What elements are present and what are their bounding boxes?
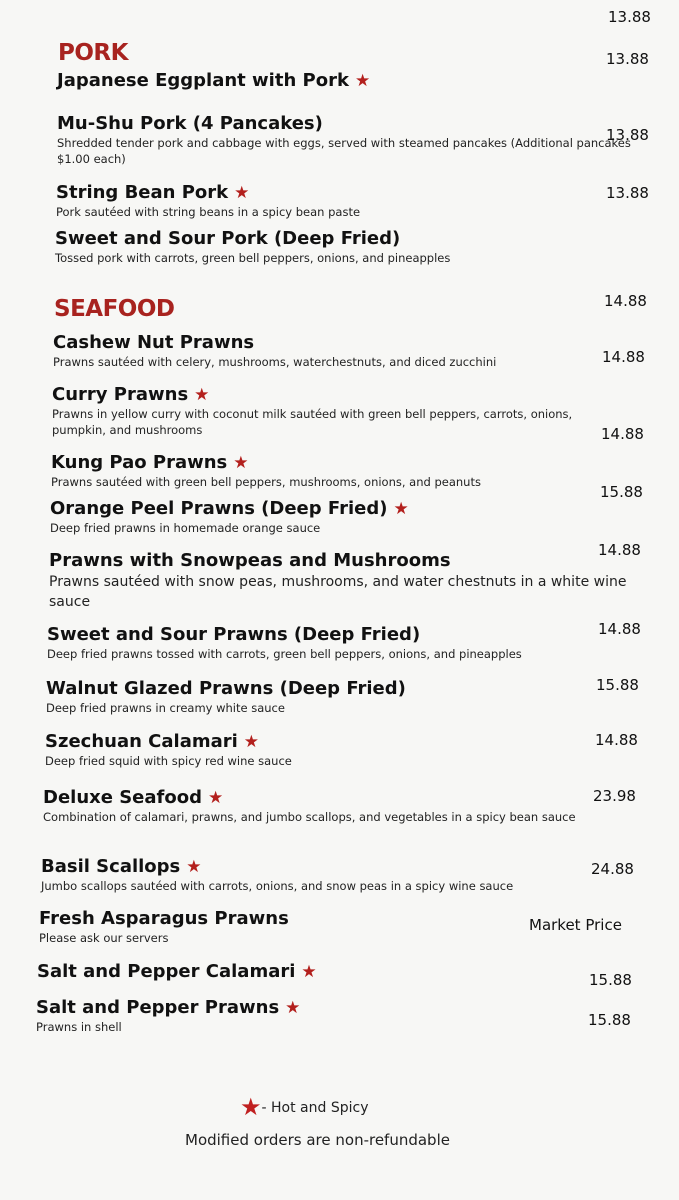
spicy-star-icon: ★ <box>393 499 409 519</box>
item-price: 13.88 <box>606 50 649 68</box>
item-price: 13.88 <box>608 8 651 26</box>
section-title-seafood: SEAFOOD <box>54 296 175 322</box>
item-name: Fresh Asparagus Prawns <box>39 908 289 929</box>
menu-item <box>46 678 646 716</box>
item-name: Walnut Glazed Prawns (Deep Fried) <box>46 678 406 699</box>
item-description: Combination of calamari, prawns, and jumbo scallops, and vegetables in a spicy bean sauce <box>43 810 576 824</box>
spicy-star-icon: ★ <box>354 71 371 91</box>
item-description: Tossed pork with carrots, green bell peppers, onions, and pineapples <box>55 251 451 265</box>
spicy-star-icon: ★ <box>243 732 260 752</box>
menu-item <box>57 70 657 92</box>
item-description: Deep fried prawns tossed with carrots, green bell peppers, onions, and pineapples <box>47 647 522 661</box>
menu-item <box>57 113 637 167</box>
item-price: 14.88 <box>602 348 645 366</box>
menu-item <box>45 731 645 769</box>
item-price: 14.88 <box>604 292 647 310</box>
item-description: Deep fried prawns in creamy white sauce <box>46 701 285 715</box>
menu-item <box>49 550 639 612</box>
item-price: 13.88 <box>606 126 649 144</box>
menu-item <box>53 332 653 370</box>
item-price: 14.88 <box>601 425 644 443</box>
item-price: 23.98 <box>593 787 636 805</box>
menu-item <box>56 182 656 220</box>
spicy-star-icon: ★ <box>240 1093 262 1121</box>
spicy-star-icon: ★ <box>285 998 301 1018</box>
menu-item <box>51 452 651 490</box>
spicy-star-icon: ★ <box>301 962 317 982</box>
item-price: 14.88 <box>598 620 641 638</box>
item-price: 14.88 <box>598 541 641 559</box>
spicy-legend <box>240 1093 368 1121</box>
menu-item <box>41 856 641 894</box>
refund-notice: Modified orders are non-refundable <box>185 1131 450 1149</box>
item-name: Sweet and Sour Pork (Deep Fried) <box>55 228 401 249</box>
item-description: Prawns sautéed with snow peas, mushrooms, and water chestnuts in a white wine sauce <box>49 574 627 610</box>
item-description: Prawns in shell <box>36 1020 122 1034</box>
item-name: Basil Scallops <box>41 856 181 877</box>
item-name: Orange Peel Prawns (Deep Fried) <box>50 498 388 519</box>
item-price: 24.88 <box>591 860 634 878</box>
item-name: Salt and Pepper Prawns <box>36 997 280 1018</box>
spicy-star-icon: ★ <box>233 453 249 473</box>
item-price: 15.88 <box>600 483 643 501</box>
menu-item <box>36 997 636 1035</box>
spicy-star-icon: ★ <box>194 385 210 405</box>
legend-label: - Hot and Spicy <box>261 1100 369 1116</box>
item-name: Curry Prawns <box>52 384 189 405</box>
item-price: 15.88 <box>588 1011 631 1029</box>
menu-item <box>47 624 647 662</box>
spicy-star-icon: ★ <box>234 183 250 203</box>
menu-item <box>50 498 650 536</box>
item-description: Deep fried squid with spicy red wine sauce <box>45 754 292 768</box>
item-name: Mu-Shu Pork (4 Pancakes) <box>57 113 323 134</box>
item-description: Deep fried prawns in homemade orange sauce <box>50 521 321 535</box>
item-description: Shredded tender pork and cabbage with eggs, served with steamed pancakes (Additional pancakes $1.00 each) <box>57 136 631 166</box>
item-name: Japanese Eggplant with Pork <box>57 70 349 91</box>
menu-item <box>43 787 608 825</box>
item-name: Sweet and Sour Prawns (Deep Fried) <box>47 624 421 645</box>
spicy-star-icon: ★ <box>208 788 224 808</box>
item-name: Prawns with Snowpeas and Mushrooms <box>49 550 451 571</box>
item-description: Jumbo scallops sautéed with carrots, onions, and snow peas in a spicy wine sauce <box>41 879 514 893</box>
item-name: Deluxe Seafood <box>43 787 202 808</box>
item-description: Prawns sautéed with green bell peppers, mushrooms, onions, and peanuts <box>51 475 481 489</box>
item-name: Salt and Pepper Calamari <box>37 961 296 982</box>
item-description: Please ask our servers <box>39 931 169 945</box>
item-name: Cashew Nut Prawns <box>53 332 255 353</box>
menu-item <box>37 961 637 983</box>
item-price: 15.88 <box>589 971 632 989</box>
item-description: Pork sautéed with string beans in a spicy bean paste <box>56 205 361 219</box>
spicy-star-icon: ★ <box>186 857 202 877</box>
item-description: Prawns in yellow curry with coconut milk sautéed with green bell peppers, carrots, onions, pumpkin, and mushrooms <box>52 407 573 437</box>
item-price: 14.88 <box>595 731 638 749</box>
section-title-pork: PORK <box>58 40 128 66</box>
item-name: Szechuan Calamari <box>45 731 238 752</box>
item-price: Market Price <box>529 916 622 934</box>
item-name: String Bean Pork <box>56 182 229 203</box>
item-name: Kung Pao Prawns <box>51 452 228 473</box>
item-price: 13.88 <box>606 184 649 202</box>
item-description: Prawns sautéed with celery, mushrooms, waterchestnuts, and diced zucchini <box>53 355 497 369</box>
menu-item <box>55 228 655 266</box>
item-price: 15.88 <box>596 676 639 694</box>
menu-item <box>52 384 622 438</box>
